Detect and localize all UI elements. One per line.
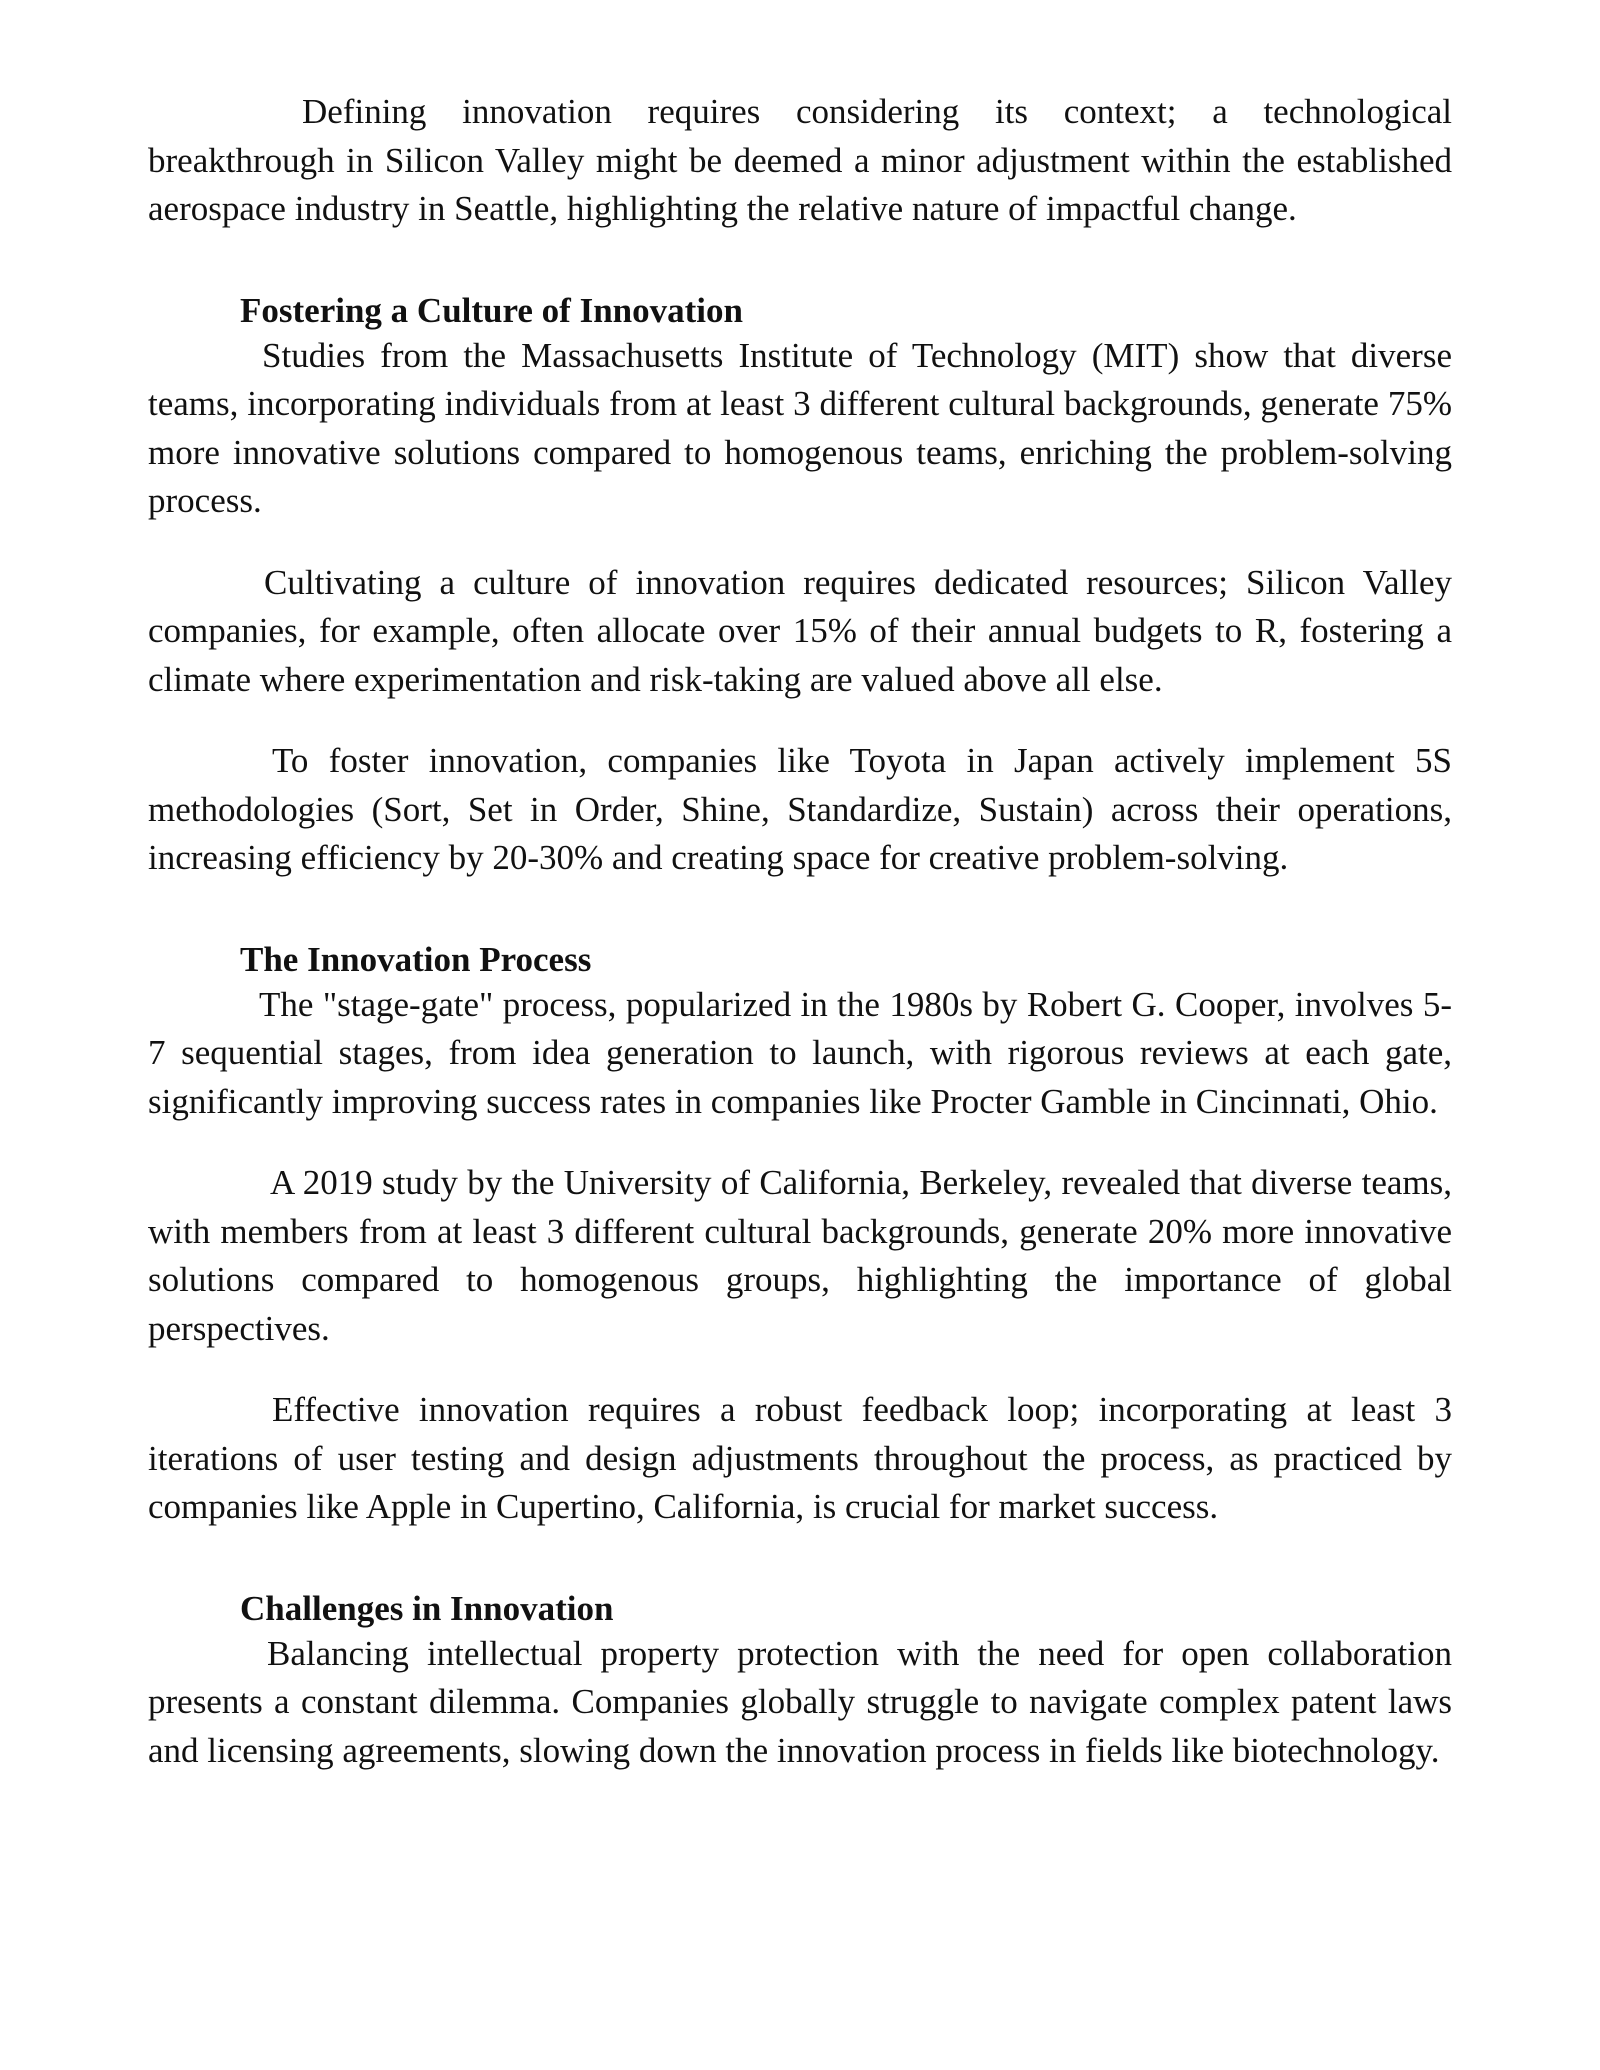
paragraph-stage-gate: The "stage-gate" process, popularized in the 1980s by Robert G. Cooper, involves 5-7 sequential stages, from idea generation to launch, with rigorous reviews at each gate, significantly improving success rates in companies like Procter Gamble in Cincinnati, Ohio.: [148, 984, 1452, 1121]
document-page: [148, 88, 1452, 1775]
paragraph-mit-study: Studies from the Massachusetts Institute of Technology (MIT) show that diverse teams, incorporating individuals from at least 3 different cultural backgrounds, generate 75% more innovative solutions compared to homogenous teams, enriching the problem-solving process.: [148, 335, 1452, 520]
intro-paragraph: Defining innovation requires considering its context; a technological breakthrough in Silicon Valley might be deemed a minor adjustment within the established aerospace industry in Seattle, highlighting the relative nature of impactful change.: [148, 92, 1452, 228]
section-heading-innovation-process: The Innovation Process: [240, 939, 592, 979]
section-heading-fostering-culture: Fostering a Culture of Innovation: [240, 290, 743, 330]
paragraph-toyota-5s: To foster innovation, companies like Toyota in Japan actively implement 5S methodologies (Sort, Set in Order, Shine, Standardize, Sustain) across their operations, increasing efficiency by 20-30% and creating space for creative problem-solving.: [148, 741, 1452, 877]
paragraph-berkeley-study: A 2019 study by the University of California, Berkeley, revealed that diverse teams, with members from at least 3 different cultural backgrounds, generate 20% more innovative solutions compared to homogenous groups, highlighting the importance of global perspectives.: [148, 1163, 1452, 1348]
paragraph-ip-protection: Balancing intellectual property protection with the need for open collaboration presents a constant dilemma. Companies globally struggle to navigate complex patent laws and licensing agreements, slowing down the innovation process in fields like biotechnology.: [148, 1633, 1452, 1770]
paragraph-feedback-loop: Effective innovation requires a robust feedback loop; incorporating at least 3 iterations of user testing and design adjustments throughout the process, as practiced by companies like Apple in Cupertino, California, is crucial for market success.: [148, 1390, 1452, 1526]
paragraph-dedicated-resources: Cultivating a culture of innovation requires dedicated resources; Silicon Valley companies, for example, often allocate over 15% of their annual budgets to R, fostering a climate where experimentation and risk-taking are valued above all else.: [148, 562, 1452, 699]
section-heading-challenges: Challenges in Innovation: [240, 1588, 614, 1628]
